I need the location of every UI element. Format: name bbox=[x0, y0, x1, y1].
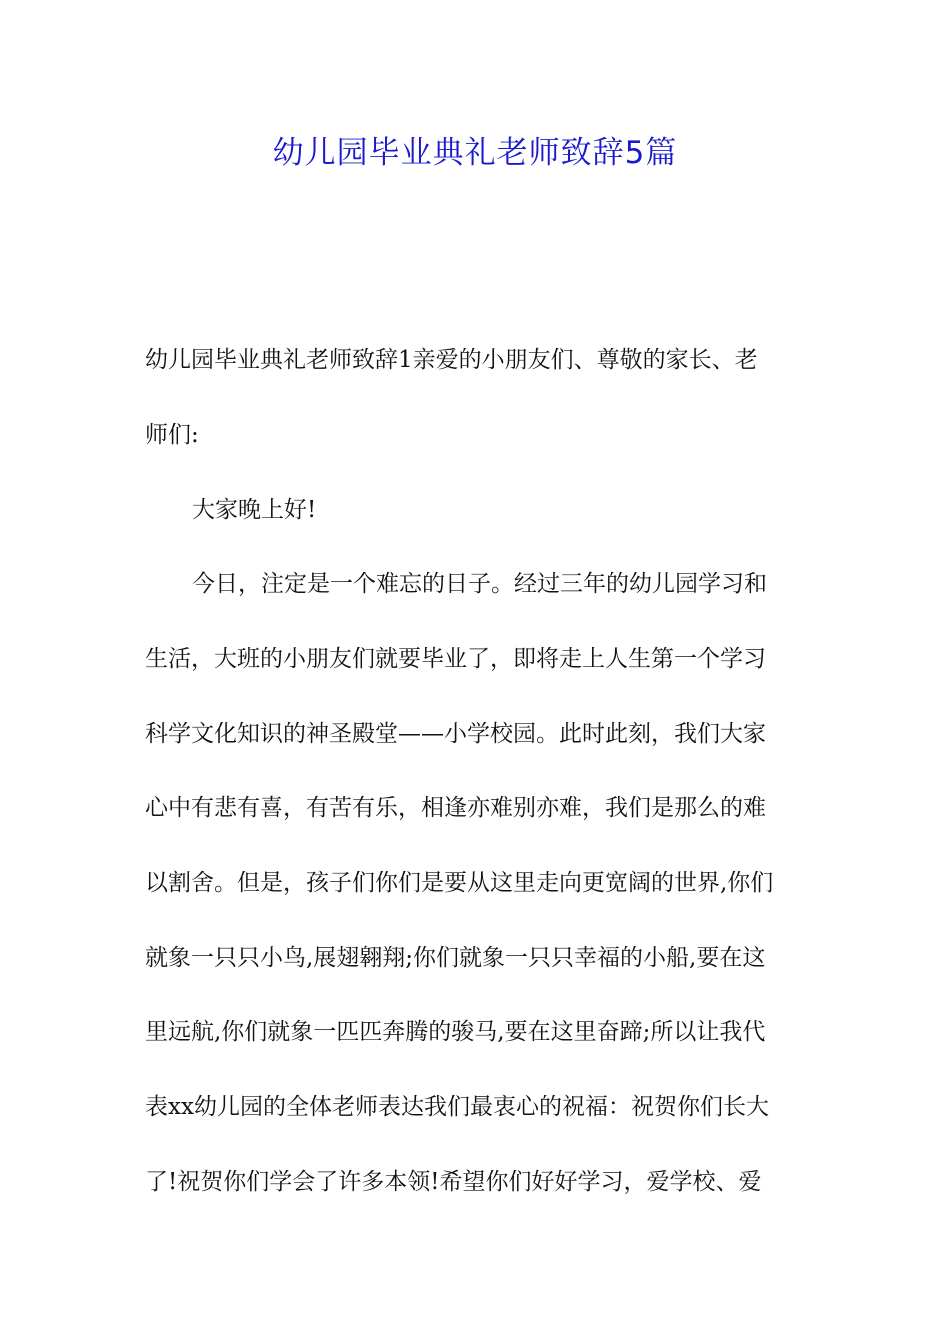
body-line: 里远航,你们就象一匹匹奔腾的骏马,要在这里奋蹄;所以让我代 bbox=[145, 1019, 766, 1045]
body-line: 表xx幼儿园的全体老师表达我们最衷心的祝福：祝贺你们长大 bbox=[145, 1094, 769, 1120]
greeting-line: 大家晚上好! bbox=[192, 497, 317, 523]
body-line: 以割舍。但是，孩子们你们是要从这里走向更宽阔的世界,你们 bbox=[145, 870, 774, 896]
body-line: 就象一只只小鸟,展翅翱翔;你们就象一只只幸福的小船,要在这 bbox=[145, 945, 766, 971]
body-line: 师们: bbox=[145, 422, 199, 448]
document-title: 幼儿园毕业典礼老师致辞5篇 bbox=[272, 135, 678, 171]
body-line: 了!祝贺你们学会了许多本领!希望你们好好学习，爱学校、爱 bbox=[145, 1169, 762, 1195]
paragraph-start-line: 今日，注定是一个难忘的日子。经过三年的幼儿园学习和 bbox=[192, 571, 767, 597]
body-line: 科学文化知识的神圣殿堂——小学校园。此时此刻，我们大家 bbox=[145, 721, 766, 747]
body-line: 生活，大班的小朋友们就要毕业了，即将走上人生第一个学习 bbox=[145, 646, 766, 672]
body-line: 心中有悲有喜，有苦有乐，相逢亦难别亦难，我们是那么的难 bbox=[145, 795, 766, 821]
body-line: 幼儿园毕业典礼老师致辞1亲爱的小朋友们、尊敬的家长、老 bbox=[145, 347, 758, 373]
